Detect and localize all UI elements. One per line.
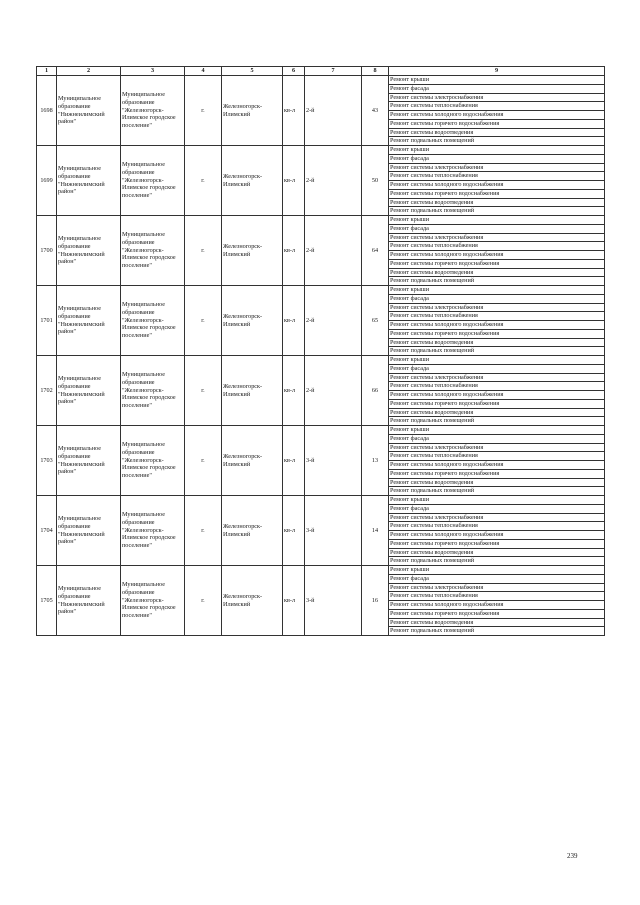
street-type-cell: кв-л (283, 426, 305, 496)
municipal-formation-cell: Муниципальное образование "Железногорск-Илимское городское поселение" (121, 216, 185, 286)
header-cell: 2 (57, 67, 121, 76)
row-number-cell: 1705 (37, 566, 57, 636)
work-type-cell: Ремонт системы холодного водоснабжения (389, 111, 605, 120)
street-type-cell: кв-л (283, 356, 305, 426)
work-type-cell: Ремонт системы теплоснабжения (389, 102, 605, 111)
street-name-cell: 2-й (305, 146, 362, 216)
work-type-cell: Ремонт системы электроснабжения (389, 303, 605, 312)
work-type-cell: Ремонт системы теплоснабжения (389, 312, 605, 321)
work-type-cell: Ремонт системы теплоснабжения (389, 592, 605, 601)
table-row (37, 146, 605, 155)
header-cell: 6 (283, 67, 305, 76)
locality-type-cell: г. (185, 146, 222, 216)
work-type-cell: Ремонт системы теплоснабжения (389, 522, 605, 531)
work-type-cell: Ремонт системы горячего водоснабжения (389, 329, 605, 338)
municipal-district-cell: Муниципальное образование "Нижнеилимский район" (57, 76, 121, 146)
work-type-cell: Ремонт системы горячего водоснабжения (389, 119, 605, 128)
header-cell: 7 (305, 67, 362, 76)
table-row (37, 286, 605, 295)
work-type-cell: Ремонт системы электроснабжения (389, 233, 605, 242)
header-cell: 3 (121, 67, 185, 76)
street-type-cell: кв-л (283, 566, 305, 636)
work-type-cell: Ремонт системы водоотведения (389, 268, 605, 277)
table-body (37, 76, 605, 636)
work-type-cell: Ремонт системы водоотведения (389, 198, 605, 207)
street-name-cell: 2-й (305, 76, 362, 146)
work-type-cell: Ремонт системы водоотведения (389, 128, 605, 137)
table-row (37, 566, 605, 575)
locality-type-cell: г. (185, 356, 222, 426)
municipal-district-cell: Муниципальное образование "Нижнеилимский район" (57, 426, 121, 496)
row-number-cell: 1700 (37, 216, 57, 286)
header-row (37, 67, 605, 76)
municipal-district-cell: Муниципальное образование "Нижнеилимский район" (57, 286, 121, 356)
work-type-cell: Ремонт системы водоотведения (389, 408, 605, 417)
header-cell: 9 (389, 67, 605, 76)
work-type-cell: Ремонт системы электроснабжения (389, 443, 605, 452)
repair-works-table (36, 66, 605, 636)
street-name-cell: 2-й (305, 286, 362, 356)
work-type-cell: Ремонт системы холодного водоснабжения (389, 251, 605, 260)
table-row (37, 426, 605, 435)
house-number-cell: 13 (362, 426, 389, 496)
work-type-cell: Ремонт системы горячего водоснабжения (389, 469, 605, 478)
locality-cell: Железногорск-Илимский (222, 286, 283, 356)
locality-cell: Железногорск-Илимский (222, 146, 283, 216)
work-type-cell: Ремонт системы горячего водоснабжения (389, 259, 605, 268)
municipal-formation-cell: Муниципальное образование "Железногорск-Илимское городское поселение" (121, 566, 185, 636)
work-type-cell: Ремонт фасада (389, 294, 605, 303)
work-type-cell: Ремонт подвальных помещений (389, 347, 605, 356)
locality-type-cell: г. (185, 286, 222, 356)
municipal-district-cell: Муниципальное образование "Нижнеилимский район" (57, 356, 121, 426)
house-number-cell: 16 (362, 566, 389, 636)
work-type-cell: Ремонт подвальных помещений (389, 627, 605, 636)
house-number-cell: 65 (362, 286, 389, 356)
row-number-cell: 1701 (37, 286, 57, 356)
work-type-cell: Ремонт крыши (389, 286, 605, 295)
house-number-cell: 14 (362, 496, 389, 566)
work-type-cell: Ремонт крыши (389, 496, 605, 505)
street-name-cell: 2-й (305, 216, 362, 286)
work-type-cell: Ремонт системы теплоснабжения (389, 452, 605, 461)
work-type-cell: Ремонт системы холодного водоснабжения (389, 391, 605, 400)
locality-cell: Железногорск-Илимский (222, 356, 283, 426)
house-number-cell: 43 (362, 76, 389, 146)
work-type-cell: Ремонт подвальных помещений (389, 557, 605, 566)
work-type-cell: Ремонт системы горячего водоснабжения (389, 539, 605, 548)
header-cell: 5 (222, 67, 283, 76)
street-type-cell: кв-л (283, 146, 305, 216)
work-type-cell: Ремонт крыши (389, 146, 605, 155)
work-type-cell: Ремонт системы водоотведения (389, 548, 605, 557)
municipal-formation-cell: Муниципальное образование "Железногорск-Илимское городское поселение" (121, 286, 185, 356)
row-number-cell: 1699 (37, 146, 57, 216)
municipal-formation-cell: Муниципальное образование "Железногорск-Илимское городское поселение" (121, 146, 185, 216)
work-type-cell: Ремонт системы холодного водоснабжения (389, 181, 605, 190)
municipal-formation-cell: Муниципальное образование "Железногорск-Илимское городское поселение" (121, 76, 185, 146)
work-type-cell: Ремонт фасада (389, 224, 605, 233)
page-number: 239 (567, 852, 578, 860)
work-type-cell: Ремонт системы холодного водоснабжения (389, 461, 605, 470)
work-type-cell: Ремонт фасада (389, 84, 605, 93)
house-number-cell: 64 (362, 216, 389, 286)
work-type-cell: Ремонт системы холодного водоснабжения (389, 531, 605, 540)
work-type-cell: Ремонт фасада (389, 154, 605, 163)
municipal-district-cell: Муниципальное образование "Нижнеилимский район" (57, 496, 121, 566)
locality-type-cell: г. (185, 216, 222, 286)
municipal-formation-cell: Муниципальное образование "Железногорск-Илимское городское поселение" (121, 426, 185, 496)
work-type-cell: Ремонт фасада (389, 434, 605, 443)
work-type-cell: Ремонт системы холодного водоснабжения (389, 321, 605, 330)
work-type-cell: Ремонт системы электроснабжения (389, 373, 605, 382)
street-type-cell: кв-л (283, 286, 305, 356)
work-type-cell: Ремонт крыши (389, 76, 605, 85)
table-row (37, 496, 605, 505)
locality-type-cell: г. (185, 566, 222, 636)
work-type-cell: Ремонт подвальных помещений (389, 277, 605, 286)
house-number-cell: 66 (362, 356, 389, 426)
work-type-cell: Ремонт системы горячего водоснабжения (389, 609, 605, 618)
municipal-district-cell: Муниципальное образование "Нижнеилимский район" (57, 146, 121, 216)
work-type-cell: Ремонт системы электроснабжения (389, 163, 605, 172)
work-type-cell: Ремонт системы электроснабжения (389, 513, 605, 522)
work-type-cell: Ремонт системы водоотведения (389, 618, 605, 627)
row-number-cell: 1698 (37, 76, 57, 146)
work-type-cell: Ремонт фасада (389, 504, 605, 513)
street-name-cell: 3-й (305, 496, 362, 566)
row-number-cell: 1702 (37, 356, 57, 426)
locality-cell: Железногорск-Илимский (222, 216, 283, 286)
street-type-cell: кв-л (283, 216, 305, 286)
work-type-cell: Ремонт системы электроснабжения (389, 93, 605, 102)
locality-type-cell: г. (185, 76, 222, 146)
street-name-cell: 3-й (305, 566, 362, 636)
street-name-cell: 3-й (305, 426, 362, 496)
municipal-district-cell: Муниципальное образование "Нижнеилимский район" (57, 566, 121, 636)
work-type-cell: Ремонт системы водоотведения (389, 338, 605, 347)
locality-cell: Железногорск-Илимский (222, 76, 283, 146)
work-type-cell: Ремонт крыши (389, 356, 605, 365)
street-type-cell: кв-л (283, 496, 305, 566)
work-type-cell: Ремонт системы горячего водоснабжения (389, 189, 605, 198)
work-type-cell: Ремонт фасада (389, 574, 605, 583)
municipal-formation-cell: Муниципальное образование "Железногорск-Илимское городское поселение" (121, 356, 185, 426)
work-type-cell: Ремонт системы теплоснабжения (389, 172, 605, 181)
locality-cell: Железногорск-Илимский (222, 426, 283, 496)
work-type-cell: Ремонт подвальных помещений (389, 417, 605, 426)
work-type-cell: Ремонт системы холодного водоснабжения (389, 601, 605, 610)
work-type-cell: Ремонт крыши (389, 566, 605, 575)
work-type-cell: Ремонт системы электроснабжения (389, 583, 605, 592)
locality-cell: Железногорск-Илимский (222, 496, 283, 566)
table-row (37, 356, 605, 365)
table-row (37, 216, 605, 225)
work-type-cell: Ремонт системы теплоснабжения (389, 382, 605, 391)
work-type-cell: Ремонт системы горячего водоснабжения (389, 399, 605, 408)
work-type-cell: Ремонт подвальных помещений (389, 137, 605, 146)
work-type-cell: Ремонт подвальных помещений (389, 487, 605, 496)
municipal-formation-cell: Муниципальное образование "Железногорск-Илимское городское поселение" (121, 496, 185, 566)
row-number-cell: 1704 (37, 496, 57, 566)
work-type-cell: Ремонт системы водоотведения (389, 478, 605, 487)
table-row (37, 76, 605, 85)
locality-type-cell: г. (185, 426, 222, 496)
street-name-cell: 2-й (305, 356, 362, 426)
header-cell: 8 (362, 67, 389, 76)
row-number-cell: 1703 (37, 426, 57, 496)
header-cell: 1 (37, 67, 57, 76)
header-cell: 4 (185, 67, 222, 76)
work-type-cell: Ремонт крыши (389, 426, 605, 435)
street-type-cell: кв-л (283, 76, 305, 146)
work-type-cell: Ремонт системы теплоснабжения (389, 242, 605, 251)
municipal-district-cell: Муниципальное образование "Нижнеилимский район" (57, 216, 121, 286)
work-type-cell: Ремонт крыши (389, 216, 605, 225)
house-number-cell: 50 (362, 146, 389, 216)
work-type-cell: Ремонт фасада (389, 364, 605, 373)
locality-cell: Железногорск-Илимский (222, 566, 283, 636)
work-type-cell: Ремонт подвальных помещений (389, 207, 605, 216)
locality-type-cell: г. (185, 496, 222, 566)
